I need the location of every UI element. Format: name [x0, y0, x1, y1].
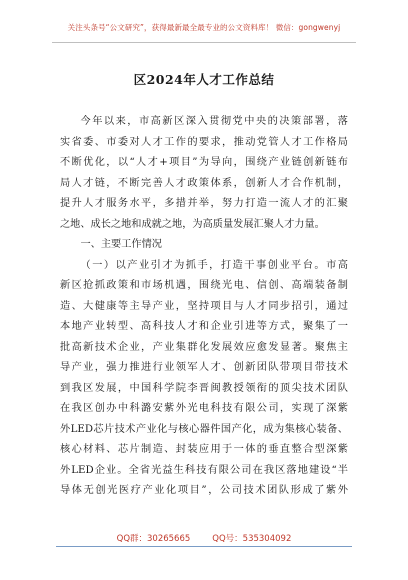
body-line: 到我区发展，中国科学院李晋闽教授领衔的顶尖技术团队	[60, 382, 348, 394]
body-line: 局人才链，不断完善人才政策体系，创新人才合作机制，	[60, 177, 348, 189]
body-line: 本地产业转型、高科技人才和企业引进等方式，聚集了一	[60, 321, 348, 332]
document-body	[60, 112, 348, 502]
body-line: 提升人才服务水平，多措并举，努力打造一流人才的汇聚	[60, 198, 348, 209]
body-line: 核心材料、芯片制造、封装应用于一体的垂直整合型深紫	[60, 444, 348, 455]
body-line: 导产业，强力推进行业领军人才、创新团队带项目带技术	[60, 362, 348, 373]
footer-qq-number: QQ号：535304092	[212, 534, 292, 544]
body-line: 造、大健康等主导产业，坚持项目与人才同步招引，通过	[60, 300, 348, 312]
body-line: 不断优化，以“人才+项目”为导向，围绕产业链创新链布	[60, 157, 348, 168]
header-divider	[52, 42, 356, 43]
body-line: 批高新技术企业，产业集群化发展效应愈发显著。聚焦主	[60, 341, 348, 353]
body-line: 实省委、市委对人才工作的要求，推动党管人才工作格局	[60, 136, 348, 148]
body-line: 外LED企业。全省光益生科技有限公司在我区落地建设“半	[60, 464, 348, 476]
body-line: 导体无创光医疗产业化项目”，公司技术团队形成了紫外	[60, 485, 348, 496]
header-note: 关注头条号“公文研究”，获得最新最全最专业的公文资料库！ 微信：gongwenyj	[67, 23, 341, 32]
body-line: 外LED芯片技术产业化与核心器件国产化，成为集核心装备、	[60, 423, 348, 435]
body-line: 新区抢抓政策和市场机遇，围绕光电、信创、高端装备制	[60, 280, 348, 291]
body-line: 今年以来，市高新区深入贯彻党中央的决策部署，落	[80, 116, 348, 127]
subsection-line: （一）以产业引才为抓手，打造干事创业平台。市高	[80, 259, 348, 271]
footer-qq-group: QQ群：30265665	[116, 534, 191, 544]
document-title: 区2024年人才工作总结	[133, 72, 275, 87]
body-line: 之地、成长之地和成就之地，为高质量发展汇聚人才力量。	[60, 218, 325, 230]
section-heading: 一、主要工作情况	[80, 239, 162, 250]
body-line: 在我区创办中科潞安紫外光电科技有限公司，实现了深紫	[60, 403, 348, 414]
footer-contact	[0, 532, 408, 544]
footer-divider	[56, 546, 352, 547]
